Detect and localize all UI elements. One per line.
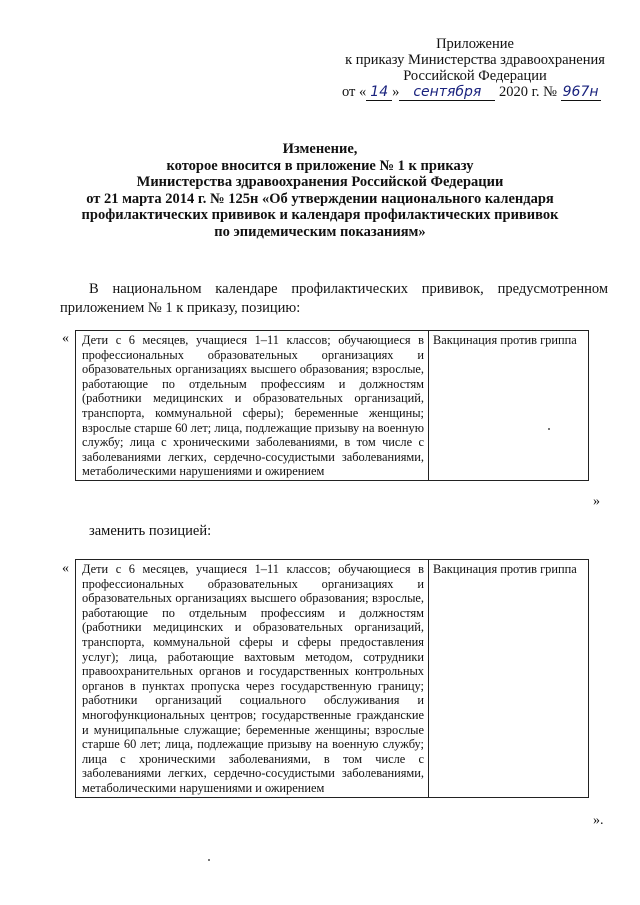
handwritten-date-day: 14 — [366, 84, 392, 101]
new-position-category: Дети с 6 месяцев, учащиеся 1–11 классов; обучающиеся в профессиональных образовательных организациях и образовательных организациях высшего образования; взрослые, работающие по отдельным профессиям и должностям (работники медицинских и образовательных организаций, транспорта, коммунальной сферы и сферы предоставления услуг); лица, работающие вахтовым методом, сотрудники правоохранительных органов и государственных контрольных органов в пунктах пропуска через государственную границу; работники организаций социального обслуживания и многофункциональных центров; государственные гражданские и муниципальные служащие; беременные женщины; взрослые старше 60 лет; лица, подлежащие призыву на военную службу; лица с хроническими заболеваниями, в том числе с заболеваниями легких, сердечно-сосудистыми заболеваниями, метаболическими нарушениями и ожирением — [76, 560, 429, 797]
date-quote-close: » — [392, 84, 400, 100]
old-position-table — [75, 330, 589, 481]
document-title — [60, 141, 580, 240]
date-year: 2020 г. № — [498, 84, 557, 100]
header-line-appendix: Приложение — [436, 36, 514, 52]
replace-text: заменить позицией: — [89, 523, 212, 539]
scan-speck — [208, 859, 210, 861]
title-line: от 21 марта 2014 г. № 125н «Об утверждении национального календаря — [86, 190, 554, 207]
title-line: которое вносится в приложение № 1 к приказу — [166, 157, 474, 174]
header-line-federation: Российской Федерации — [403, 68, 547, 84]
quote-open-2: « — [62, 561, 69, 576]
intro-paragraph — [60, 280, 608, 318]
appendix-header — [330, 36, 620, 101]
handwritten-order-number: 967н — [562, 84, 599, 100]
quote-open-1: « — [62, 331, 69, 346]
handwritten-date-month: сентября — [399, 84, 495, 101]
scan-speck — [548, 428, 550, 430]
header-date-line — [342, 84, 620, 101]
intro-text: В национальном календаре профилактических прививок, предусмотренном приложением № 1 к приказу, позицию: — [60, 281, 608, 316]
title-line: Изменение, — [282, 141, 358, 157]
old-position-category: Дети с 6 месяцев, учащиеся 1–11 классов; обучающиеся в профессиональных образовательных организациях и образовательных организациях высшего образования; взрослые, работающие по отдельным профессиям и должностям (работники медицинских и образовательных организаций, транспорта, коммунальной сферы); беременные женщины; взрослые старше 60 лет; лица, подлежащие призыву на военную службу; лица с хроническими заболеваниями, в том числе с заболеваниями легких, сердечно-сосудистыми заболеваниями, метаболическими нарушениями и ожирением — [76, 331, 429, 480]
date-prefix: от « — [342, 84, 367, 100]
quote-close-2: ». — [593, 813, 604, 828]
old-position-vaccination: Вакцинация против гриппа — [433, 333, 577, 347]
new-position-vaccination: Вакцинация против гриппа — [433, 562, 577, 576]
new-position-table — [75, 559, 589, 798]
quote-close-1: » — [593, 494, 600, 509]
title-line: Министерства здравоохранения Российской Федерации — [136, 174, 504, 190]
title-line: по эпидемическим показаниям» — [214, 223, 426, 240]
header-line-order: к приказу Министерства здравоохранения — [345, 52, 605, 68]
title-line: профилактических прививок и календаря профилактических прививок — [81, 207, 559, 223]
